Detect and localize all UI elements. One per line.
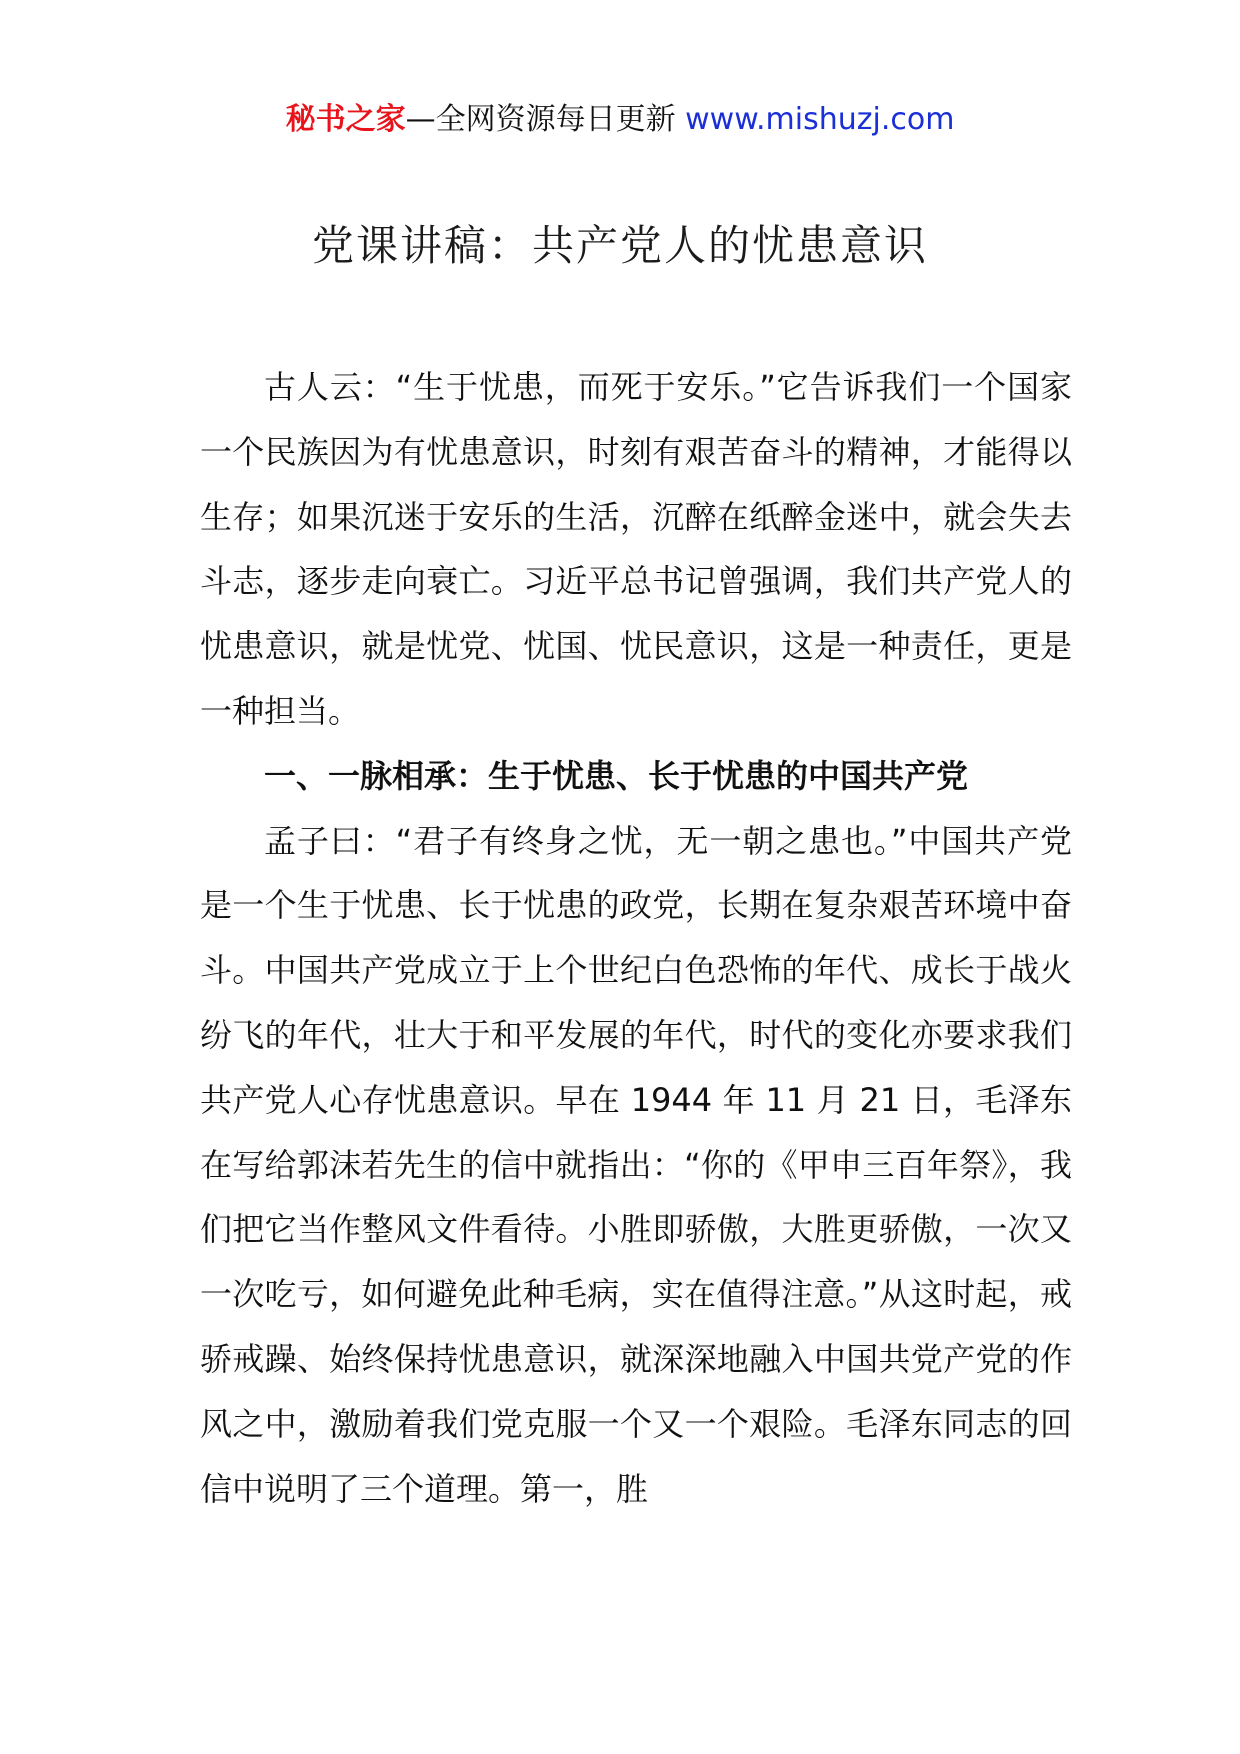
site-url-link[interactable]: www.mishuzj.com: [685, 102, 955, 137]
document-title: 党课讲稿：共产党人的忧患意识: [311, 221, 928, 270]
site-slogan: —全网资源每日更新: [405, 102, 676, 137]
document-body: [200, 355, 1072, 1521]
paragraph: 孟子曰：“君子有终身之忧，无一朝之患也。”中国共产党是一个生于忧患、长于忧患的政党，长期在复杂艰苦环境中奋斗。中国共产党成立于上个世纪白色恐怖的年代、成长于战火纷飞的年代，壮大于和平发展的年代，时代的变化亦要求我们共产党人心存忧患意识。早在 1944 年 11 月 21 日，毛泽东在写给郭沫若先生的信中就指出：“你的《甲申三百年祭》，我们把它当作整风文件看待。小胜即骄傲，大胜更骄傲，一次又一次吃亏，如何避免此种毛病，实在值得注意。”从这时起，戒骄戒躁、始终保持忧患意识，就深深地融入中国共党产党的作风之中，激励着我们党克服一个又一个艰险。毛泽东同志的回信中说明了三个道理。第一，胜: [200, 821, 1072, 1508]
paragraph: 古人云：“生于忧患，而死于安乐。”它告诉我们一个国家一个民族因为有忧患意识，时刻有艰苦奋斗的精神，才能得以生存；如果沉迷于安乐的生活，沉醉在纸醉金迷中，就会失去斗志，逐步走向衰亡。习近平总书记曾强调，我们共产党人的忧患意识，就是忧党、忧国、忧民意识，这是一种责任，更是一种担当。: [200, 368, 1072, 730]
site-brand: 秘书之家: [285, 102, 406, 137]
site-header: [0, 100, 1240, 140]
section-heading: 一、一脉相承：生于忧患、长于忧患的中国共产党: [264, 756, 969, 795]
